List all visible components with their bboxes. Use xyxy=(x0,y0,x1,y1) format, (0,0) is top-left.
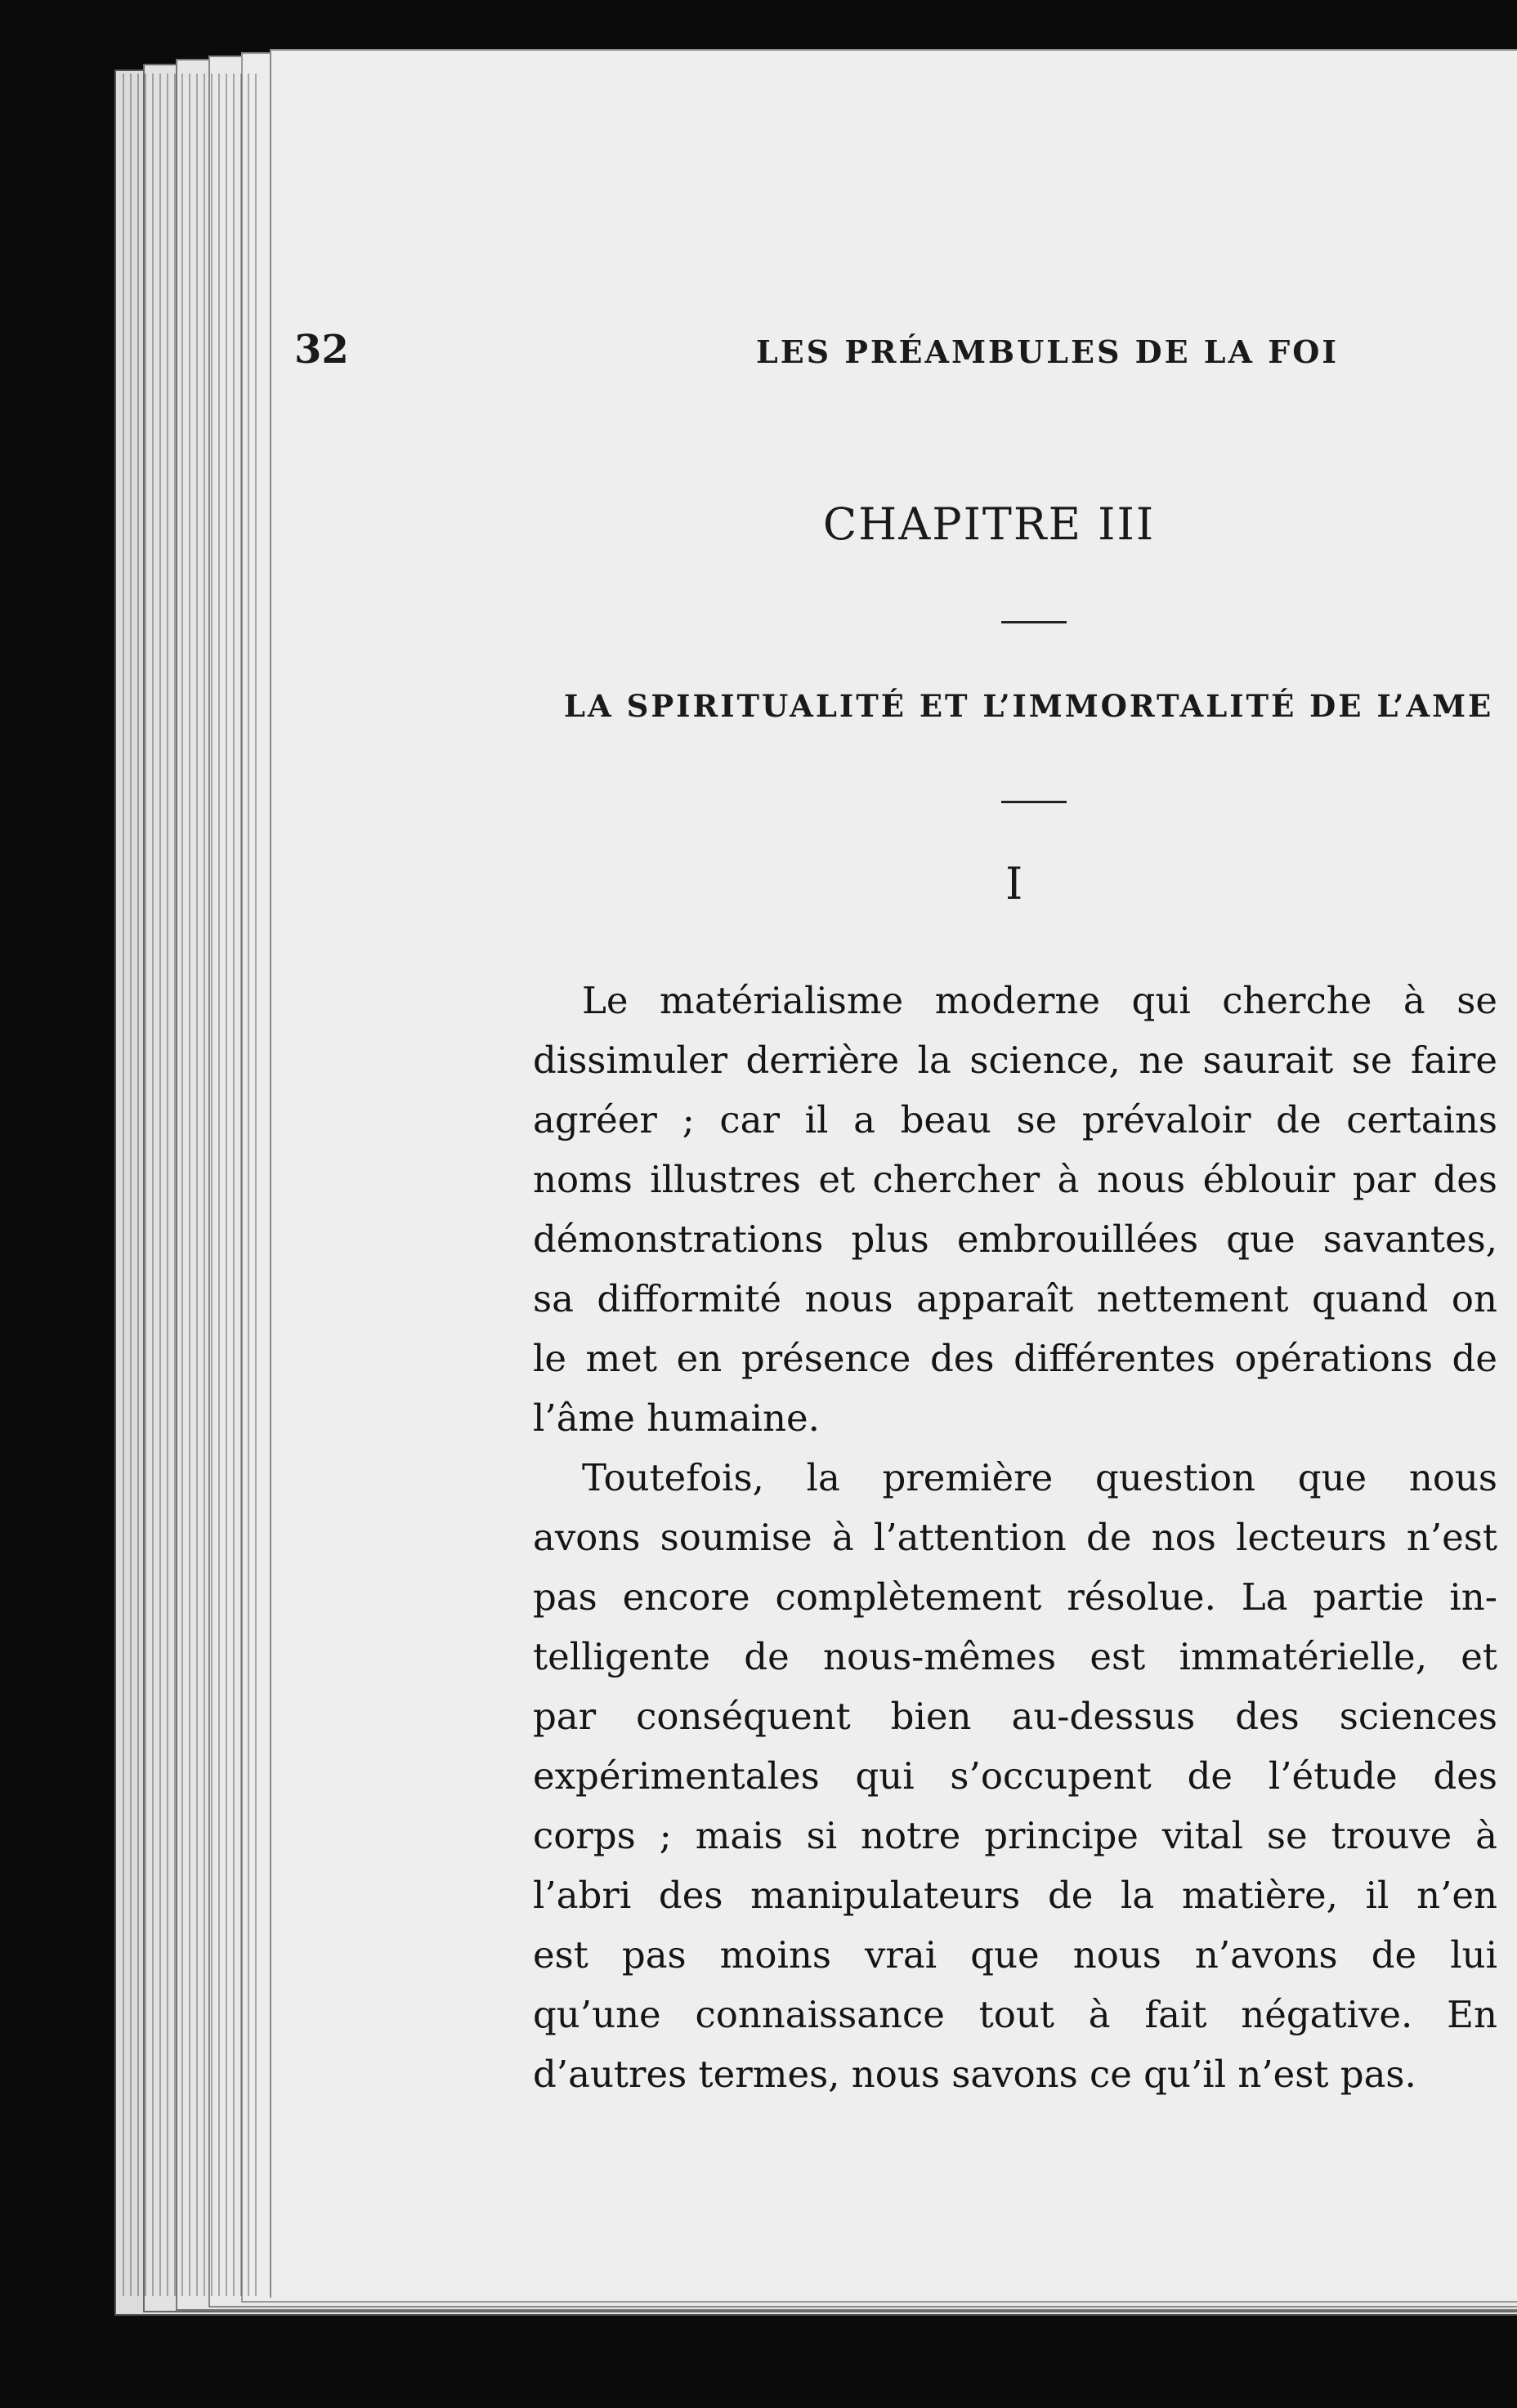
text-line: noms illustres et chercher à nous éblouir par des xyxy=(533,1158,1497,1201)
page-number: 32 xyxy=(294,327,349,373)
text-line: telligente de nous-mêmes est immatérielle, et xyxy=(533,1635,1497,1678)
text-line: agréer ; car il a beau se prévaloir de certains xyxy=(533,1098,1497,1141)
text-line: avons soumise à l’attention de nos lecteurs n’est xyxy=(533,1516,1497,1559)
text-line: expérimentales qui s’occupent de l’étude des xyxy=(533,1754,1497,1798)
chapter-title: LA SPIRITUALITÉ ET L’IMMORTALITÉ DE L’AME xyxy=(564,688,1494,724)
text-line: démonstrations plus embrouillées que savantes, xyxy=(533,1217,1497,1261)
text-line: par conséquent bien au-dessus des sciences xyxy=(533,1695,1497,1738)
text-line: le met en présence des différentes opérations de xyxy=(533,1337,1497,1380)
divider-rule xyxy=(1001,801,1067,803)
text-line: pas encore complètement résolue. La partie in- xyxy=(533,1575,1497,1619)
text-line: d’autres termes, nous savons ce qu’il n’est pas. xyxy=(533,2053,1416,2096)
text-line: dissimuler derrière la science, ne saurait se faire xyxy=(533,1039,1497,1082)
text-line: Le matérialisme moderne qui cherche à se xyxy=(582,979,1497,1022)
section-numeral: I xyxy=(1005,858,1023,909)
page-edges-stack xyxy=(123,74,262,2296)
text-line: qu’une connaissance tout à fait négative. En xyxy=(533,1993,1497,2036)
text-line: l’abri des manipulateurs de la matière, il n’en xyxy=(533,1874,1497,1917)
divider-rule xyxy=(1001,621,1067,623)
text-line: est pas moins vrai que nous n’avons de lui xyxy=(533,1933,1497,1977)
chapter-heading: CHAPITRE III xyxy=(822,498,1156,550)
running-head xyxy=(294,327,1488,384)
body-text xyxy=(533,971,1497,2104)
running-title: LES PRÉAMBULES DE LA FOI xyxy=(756,333,1340,370)
text-line: sa difformité nous apparaît nettement quand on xyxy=(533,1277,1497,1320)
text-line: l’âme humaine. xyxy=(533,1396,820,1440)
text-line: Toutefois, la première question que nous xyxy=(582,1456,1497,1499)
text-line: corps ; mais si notre principe vital se trouve à xyxy=(533,1814,1497,1857)
